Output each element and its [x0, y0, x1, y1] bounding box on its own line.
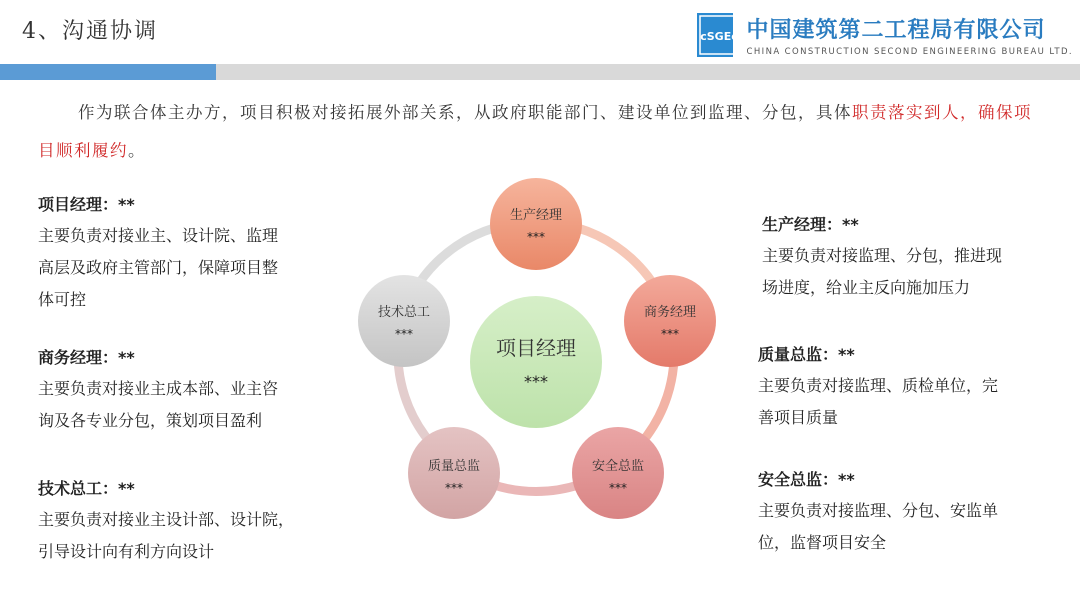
- company-logo: [695, 8, 1073, 62]
- company-name-cn: 中国建筑第二工程局有限公司: [746, 18, 1046, 43]
- center-node: [470, 296, 602, 428]
- role-desc-line: 主要负责对接业主设计部、设计院，: [38, 510, 295, 529]
- cscec-logo-icon: [697, 13, 738, 57]
- intro-end: 。: [128, 141, 146, 160]
- node-value: ***: [527, 230, 545, 244]
- role-block-project-manager: [38, 190, 338, 316]
- node-chief-engineer: [358, 275, 450, 367]
- node-value: ***: [661, 327, 679, 341]
- node-business-manager: [624, 275, 716, 367]
- role-desc-line: 主要负责对接监理、分包、安监单: [758, 501, 999, 520]
- node-name: 质量总监: [427, 459, 481, 474]
- role-block-business-manager: [38, 343, 338, 437]
- node-quality-director: [408, 427, 500, 519]
- header-bar: [216, 64, 1080, 80]
- node-name: 生产经理: [509, 208, 563, 223]
- role-desc-line: 主要负责对接监理、质检单位，完: [758, 376, 999, 395]
- role-block-quality-director: [758, 340, 1058, 434]
- center-node-name: 项目经理: [496, 336, 576, 360]
- node-safety-director: [572, 427, 664, 519]
- intro-highlight: 职责落实到人，确保项目顺利履约: [38, 103, 1032, 160]
- role-desc-line: 善项目质量: [758, 408, 839, 427]
- node-name: 商务经理: [643, 305, 697, 320]
- role-desc-line: 位，监督项目安全: [758, 533, 887, 552]
- role-title: 生产经理：**: [762, 215, 859, 234]
- node-value: ***: [609, 481, 627, 495]
- role-desc-line: 主要负责对接监理、分包，推进现: [762, 246, 1003, 265]
- company-name-en: CHINA CONSTRUCTION SECOND ENGINEERING BUREAU LTD.: [746, 47, 1073, 57]
- role-title: 质量总监：**: [758, 345, 855, 364]
- role-desc-line: 询及各专业分包，策划项目盈利: [38, 411, 263, 430]
- slide-title: 4、沟通协调: [22, 19, 158, 44]
- role-desc-line: 场进度，给业主反向施加压力: [762, 278, 971, 297]
- role-desc-line: 高层及政府主管部门，保障项目整: [38, 258, 279, 277]
- role-desc-line: 引导设计向有利方向设计: [38, 542, 215, 561]
- role-block-safety-director: [758, 465, 1058, 559]
- role-title: 安全总监：**: [758, 470, 855, 489]
- role-desc-line: 主要负责对接业主成本部、业主咨: [38, 379, 279, 398]
- logo-mark-text: cSGEc: [700, 30, 738, 43]
- org-cycle-diagram: [350, 175, 730, 535]
- node-name: 技术总工: [377, 305, 431, 320]
- intro-paragraph: [38, 94, 1048, 170]
- role-block-production-manager: [762, 210, 1062, 304]
- role-desc-line: 主要负责对接业主、设计院、监理: [38, 226, 279, 245]
- node-value: ***: [395, 327, 413, 341]
- intro-text: 作为联合体主办方，项目积极对接拓展外部关系，从政府职能部门、建设单位到监理、分包，具体: [78, 103, 852, 122]
- role-title: 商务经理：**: [38, 348, 135, 367]
- role-desc-line: 体可控: [38, 290, 87, 309]
- node-production-manager: [490, 178, 582, 270]
- center-node-value: ***: [524, 372, 548, 391]
- node-name: 安全总监: [591, 459, 645, 474]
- role-title: 技术总工：**: [38, 479, 135, 498]
- role-block-chief-engineer: [38, 474, 338, 568]
- role-title: 项目经理：**: [38, 195, 135, 214]
- node-value: ***: [445, 481, 463, 495]
- header-bar-accent: [0, 64, 216, 80]
